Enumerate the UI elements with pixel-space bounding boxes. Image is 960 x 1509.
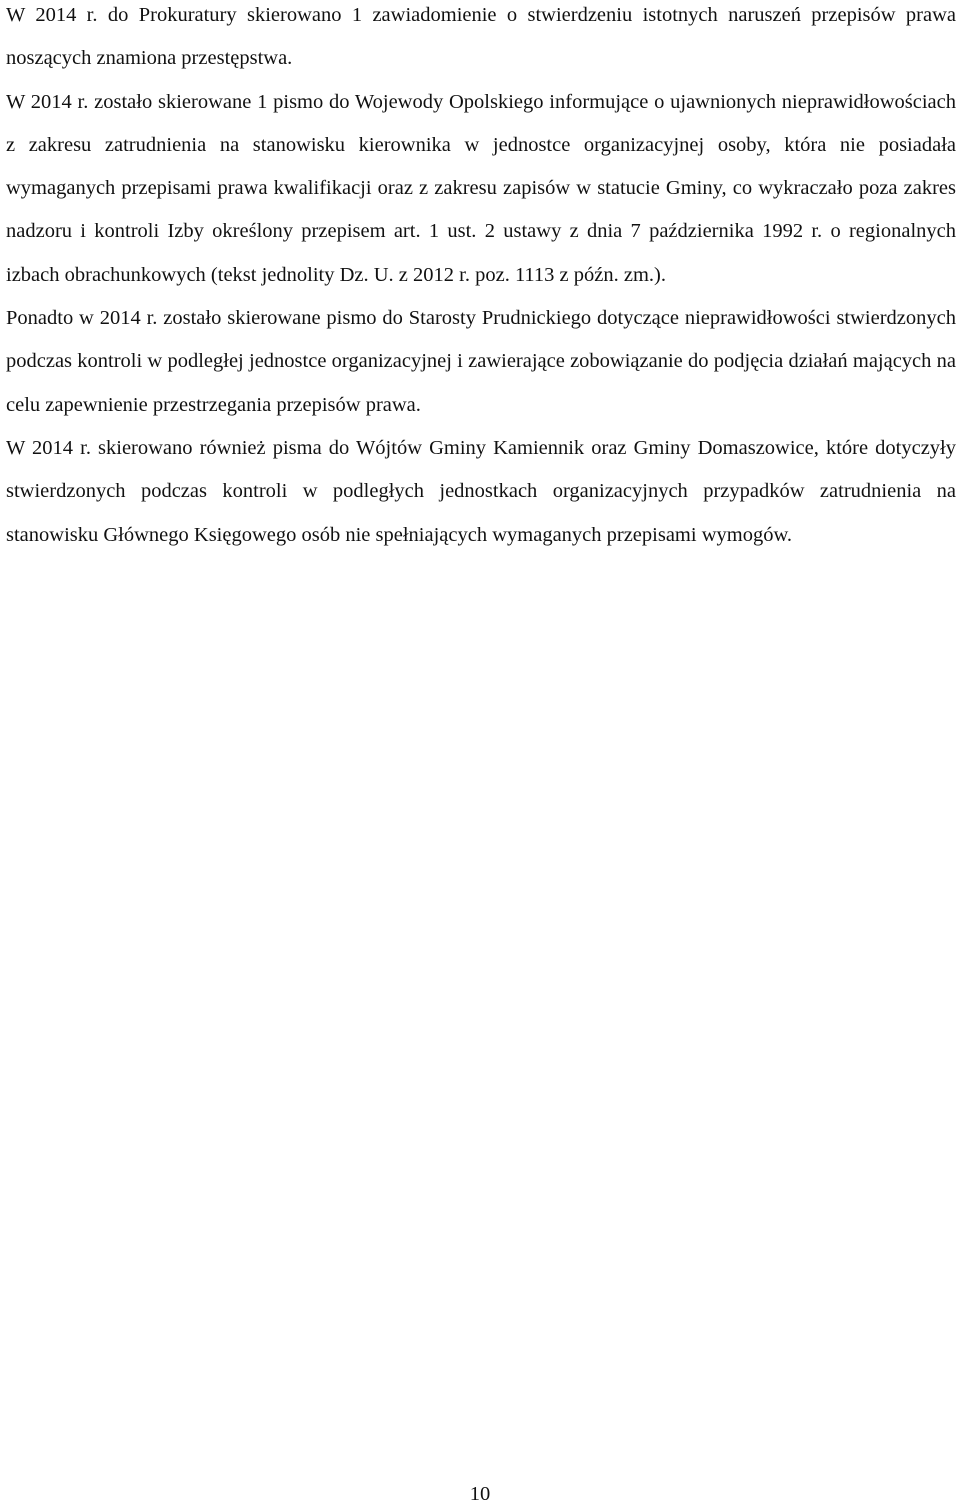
paragraph-wojt-letters: W 2014 r. skierowano również pisma do Wójtów Gminy Kamiennik oraz Gminy Domaszowice, które dotyczyły stwierdzonych podczas kontroli w podległych jednostkach organizacyjnych przypadków zatrudnienia na stanowisku Głównego Księgowego osób nie spełniających wymaganych przepisami wymogów. bbox=[6, 436, 956, 546]
document-body bbox=[6, 0, 956, 557]
page-number: 10 bbox=[469, 1483, 491, 1505]
paragraph-voivode-letter: W 2014 r. zostało skierowane 1 pismo do Wojewody Opolskiego informujące o ujawnionych nieprawidłowościach z zakresu zatrudnienia na stanowisku kierownika w jednostce organizacyjnej osoby, która nie posiadała wymaganych przepisami prawa kwalifikacji oraz z zakresu zapisów w statucie Gminy, co wykraczało poza zakres nadzoru i kontroli Izby określony przepisem art. 1 ust. 2 ustawy z dnia 7 października 1992 r. o regionalnych izbach obrachunkowych (tekst jednolity Dz. U. z 2012 r. poz. 1113 z późn. zm.). bbox=[6, 90, 956, 286]
paragraph-starost-letter: Ponadto w 2014 r. zostało skierowane pismo do Starosty Prudnickiego dotyczące nieprawidłowości stwierdzonych podczas kontroli w podległej jednostce organizacyjnej i zawierające zobowiązanie do podjęcia działań mających na celu zapewnienie przestrzegania przepisów prawa. bbox=[6, 307, 956, 416]
paragraph-prosecutor-notice: W 2014 r. do Prokuratury skierowano 1 zawiadomienie o stwierdzeniu istotnych naruszeń przepisów prawa noszących znamiona przestępstwa. bbox=[6, 4, 956, 70]
